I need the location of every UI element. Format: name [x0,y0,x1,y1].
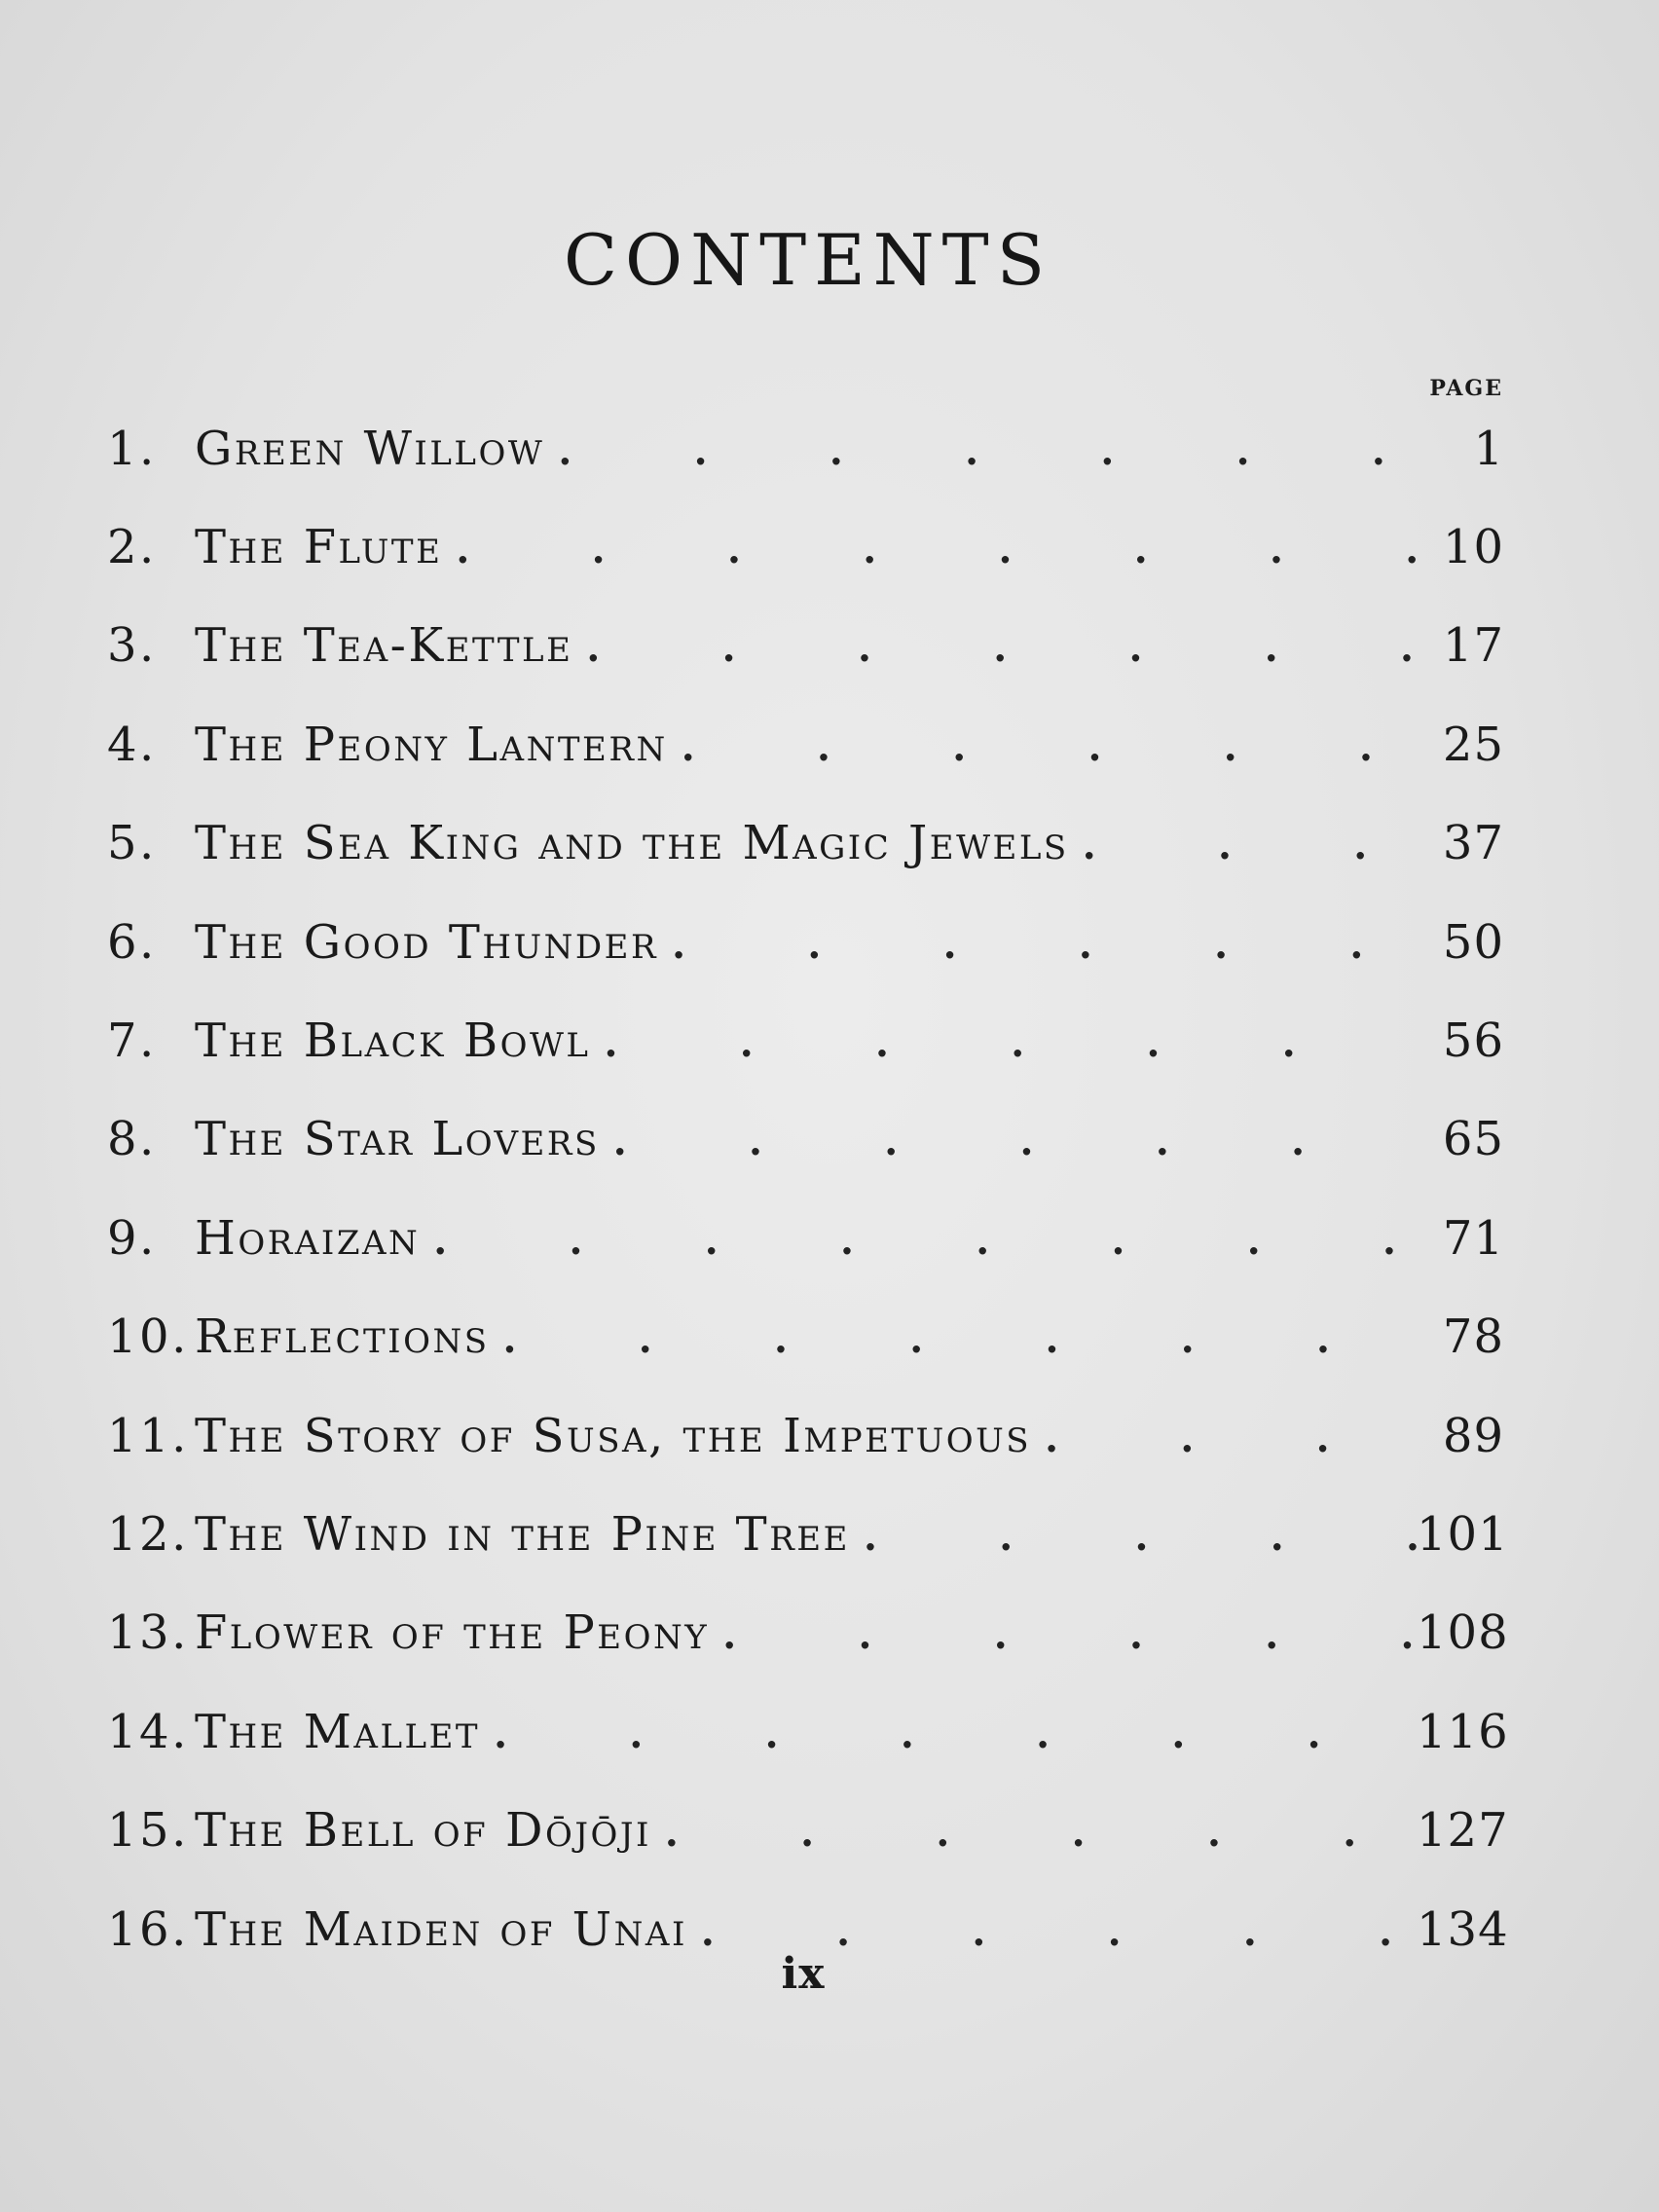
entry-page-number: 134 [1417,1901,1509,1957]
entry-page-number: 10 [1442,520,1504,575]
dot-leader [1045,1409,1417,1463]
entry-number: 9. [107,1210,157,1266]
entry-title: The Black Bowl [195,1014,591,1069]
entry-number: 4. [107,717,157,772]
dot-leader [494,1705,1417,1759]
dot-leader [665,1803,1417,1858]
entry-number: 3. [107,618,157,674]
page-title: CONTENTS [563,219,1053,301]
contents-entry [107,1485,1509,1583]
dot-leader [433,1211,1417,1266]
entry-page-number: 101 [1417,1506,1509,1562]
entry-title: The Sea King and the Magic Jewels [195,816,1069,871]
entry-page-number: 1 [1473,421,1504,476]
contents-entry [107,399,1504,498]
contents-entry [107,597,1504,695]
contents-entry [107,1189,1504,1287]
entry-page-number: 56 [1442,1014,1504,1069]
entry-title: The Star Lovers [195,1112,600,1167]
entry-title: Reflections [195,1309,490,1365]
contents-entry [107,794,1504,893]
entry-number: 11. [107,1408,189,1463]
dot-leader [456,520,1417,574]
entry-page-number: 25 [1442,717,1504,772]
entry-title: Flower of the Peony [195,1605,710,1661]
contents-entry [107,991,1504,1089]
contents-entry [107,498,1504,596]
entry-title: The Peony Lantern [195,717,668,772]
contents-entry [107,893,1504,991]
entry-title: The Story of Susa, the Impetuous [195,1408,1032,1463]
entry-number: 2. [107,520,157,575]
entry-number: 15. [107,1803,189,1859]
dot-leader [722,1605,1417,1660]
entry-number: 1. [107,421,157,476]
entry-number: 13. [107,1605,189,1661]
entry-title: The Mallet [195,1704,481,1759]
dot-leader [605,1014,1418,1068]
entry-page-number: 127 [1417,1803,1509,1859]
entry-title: The Wind in the Pine Tree [195,1506,850,1562]
entry-number: 14. [107,1704,189,1759]
entry-page-number: 116 [1417,1704,1509,1759]
dot-leader [613,1112,1417,1166]
contents-entry [107,1090,1504,1189]
entry-page-number: 37 [1442,816,1504,871]
contents-entry [107,1781,1509,1879]
contents-entry [107,1682,1509,1781]
dot-leader [558,422,1417,476]
entry-number: 10. [107,1309,189,1365]
entry-title: The Flute [195,520,443,575]
page-folio: ix [781,1949,826,1999]
entry-title: Green Willow [195,421,545,476]
contents-entry [107,1386,1504,1485]
dot-leader [864,1507,1417,1562]
entry-page-number: 65 [1442,1112,1504,1167]
dot-leader [503,1309,1418,1364]
entry-number: 8. [107,1112,157,1167]
entry-page-number: 71 [1442,1210,1504,1266]
contents-entry [107,1288,1504,1386]
entry-number: 7. [107,1014,157,1069]
entry-number: 6. [107,914,157,970]
entry-number: 12. [107,1506,189,1562]
entry-title: Horaizan [195,1210,421,1266]
entry-title: The Tea-Kettle [195,618,573,674]
entry-title: The Bell of Dōjōji [195,1803,651,1859]
dot-leader [1083,816,1417,870]
entry-number: 16. [107,1901,189,1957]
contents-list [107,399,1509,1978]
dot-leader [586,618,1417,673]
page-column-label: PAGE [1429,376,1503,401]
entry-title: The Good Thunder [195,914,659,970]
entry-page-number: 17 [1442,618,1504,674]
entry-page-number: 50 [1442,914,1504,970]
contents-entry [107,695,1504,793]
contents-entry [107,1584,1509,1682]
entry-title: The Maiden of Unai [195,1901,687,1957]
dot-leader [682,718,1417,772]
dot-leader [672,915,1417,970]
entry-page-number: 108 [1417,1605,1509,1661]
entry-page-number: 78 [1442,1309,1504,1365]
entry-number: 5. [107,816,157,871]
entry-page-number: 89 [1442,1408,1504,1463]
